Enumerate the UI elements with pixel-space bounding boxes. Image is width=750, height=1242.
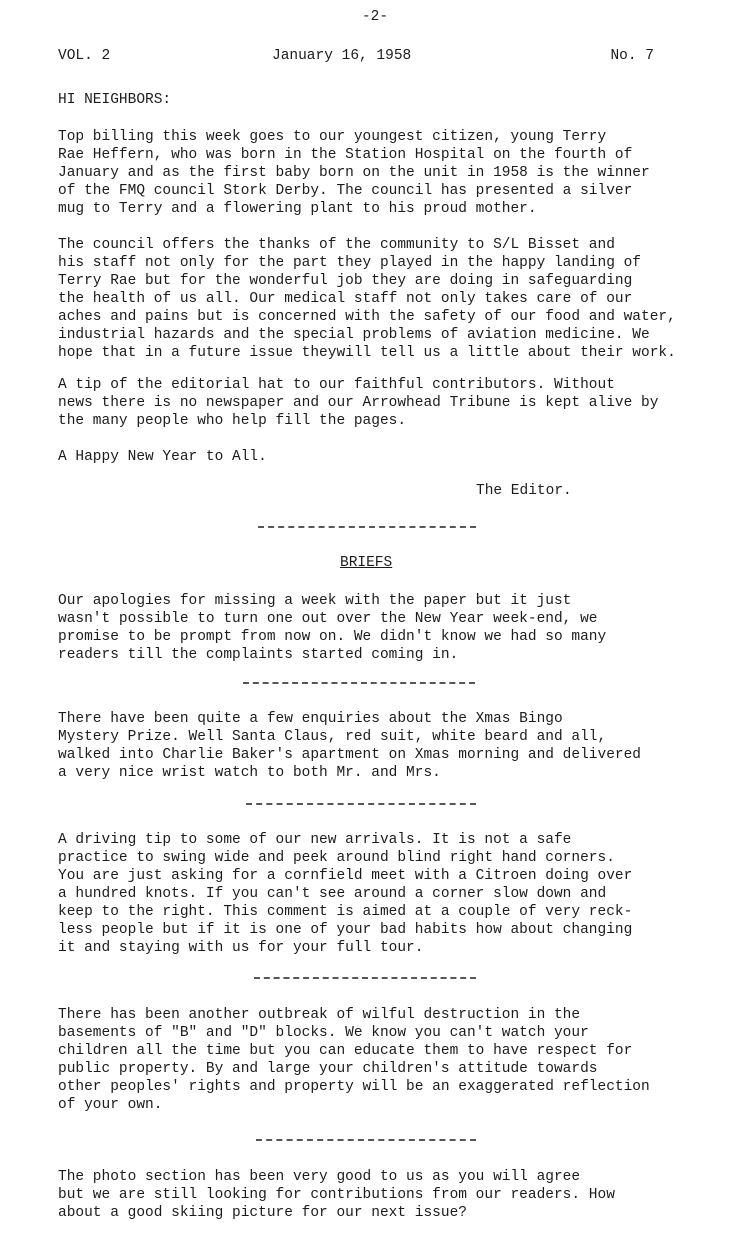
brief-divider [254, 977, 476, 979]
brief-bingo-prize: There have been quite a few enquiries about the Xmas Bingo Mystery Prize. Well Santa Claus, red suit, white beard and all, walked into Charlie Baker's apartment on Xmas morning and delivered a very nice wrist watch to both Mr. and Mrs. [58, 711, 641, 781]
brief-photo-section: The photo section has been very good to us as you will agree but we are still looking for contributions from our readers. How about a good skiing picture for our next issue? [58, 1169, 615, 1221]
page-number: -2- [361, 9, 389, 25]
intro-paragraph-contributors: A tip of the editorial hat to our faithful contributors. Without news there is no newspaper and our Arrowhead Tribune is kept alive by the many people who help fill the pages. [58, 377, 659, 429]
issue-number: No. 7 [610, 48, 654, 64]
brief-driving-tip: A driving tip to some of our new arrivals. It is not a safe practice to swing wide and peek around blind right hand corners. You are just asking for a cornfield meet with a Citroen doing over a hundred knots. If you can't see around a corner slow down and keep to the right. This comment is aimed at a couple of very reck- less people but if it is one of your bad habits how about changing it and staying with us for your full tour. [58, 832, 633, 956]
brief-wilful-destruction: There has been another outbreak of wilful destruction in the basements of "B" and "D" blocks. We know you can't watch your children all the time but you can educate them to have respect for public property. By and large your children's attitude towards other peoples' rights and property will be an exaggerated reflection of your own. [58, 1007, 650, 1113]
masthead-line [58, 48, 654, 68]
brief-divider [243, 682, 475, 684]
section-divider [258, 526, 476, 528]
greeting: HI NEIGHBORS: [58, 92, 172, 108]
brief-divider [256, 1139, 476, 1141]
intro-paragraph-stork-derby: Top billing this week goes to our youngest citizen, young Terry Rae Heffern, who was born in the Station Hospital on the fourth of January and as the first baby born on the unit in 1958 is the winner of the FMQ council Stork Derby. The council has presented a silver mug to Terry and a flowering plant to his proud mother. [58, 129, 650, 217]
issue-date: January 16, 1958 [272, 48, 412, 64]
intro-paragraph-new-year: A Happy New Year to All. [58, 449, 267, 465]
editor-signature: The Editor. [476, 483, 572, 499]
intro-paragraph-medical-staff: The council offers the thanks of the community to S/L Bisset and his staff not only for the part they played in the happy landing of Terry Rae but for the wonderful job they are doing in safeguarding the health of us all. Our medical staff not only takes care of our aches and pains but is concerned with the safety of our food and water, industrial hazards and the special problems of aviation medicine. We hope that in a future issue theywill tell us a little about their work. [58, 237, 676, 361]
brief-apologies: Our apologies for missing a week with the paper but it just wasn't possible to turn one out over the New Year week-end, we promise to be prompt from now on. We didn't know we had so many readers till the complaints started coming in. [58, 593, 607, 663]
volume-label: VOL. 2 [58, 48, 111, 64]
brief-divider [246, 803, 476, 805]
briefs-heading: BRIEFS [340, 555, 393, 571]
